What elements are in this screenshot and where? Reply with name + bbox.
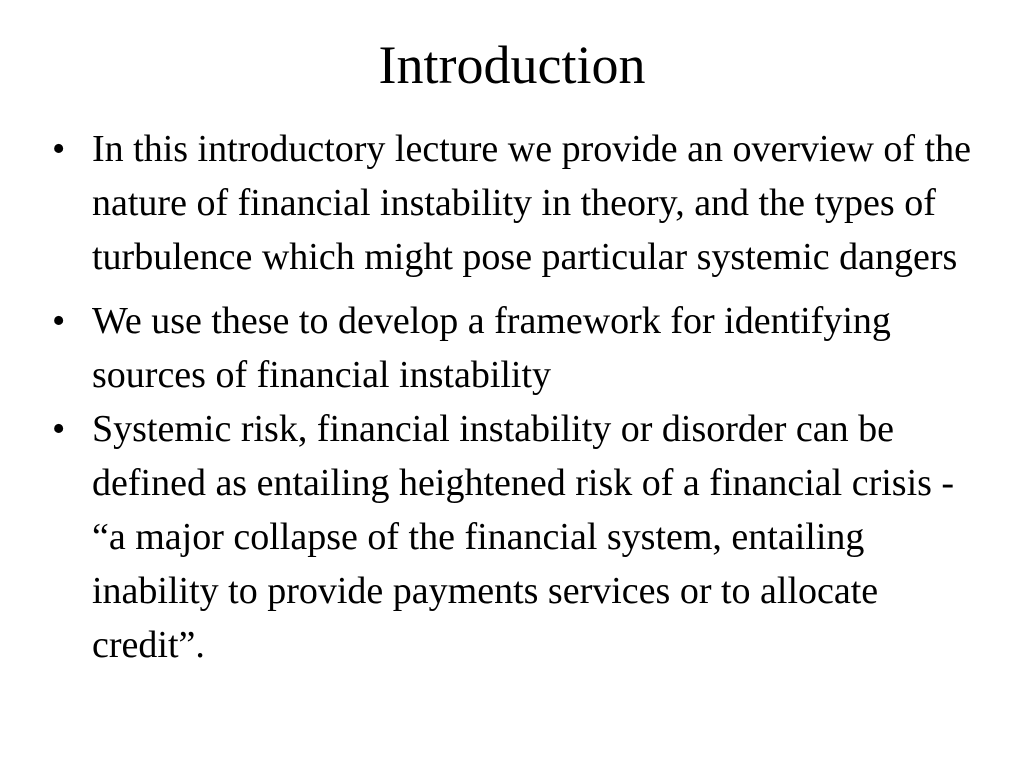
bullet-list (52, 122, 982, 672)
bullet-text: In this introductory lecture we provide an overview of the nature of financial instability in theory, and the types of turbulence which might pose particular systemic dangers (92, 128, 971, 278)
slide-title: Introduction (378, 35, 646, 95)
bullet-icon: • (52, 128, 66, 170)
bullet-icon: • (52, 408, 66, 450)
bullet-icon: • (52, 300, 66, 342)
bullet-item (52, 294, 982, 402)
bullet-item (52, 122, 982, 284)
bullet-text: Systemic risk, financial instability or disorder can be defined as entailing heightened risk of a financial crisis - “a major collapse of the financial system, entailing inability to provide payments services or to allocate credit”. (92, 408, 955, 666)
bullet-item (52, 402, 982, 672)
bullet-text: We use these to develop a framework for identifying sources of financial instability (92, 300, 891, 396)
